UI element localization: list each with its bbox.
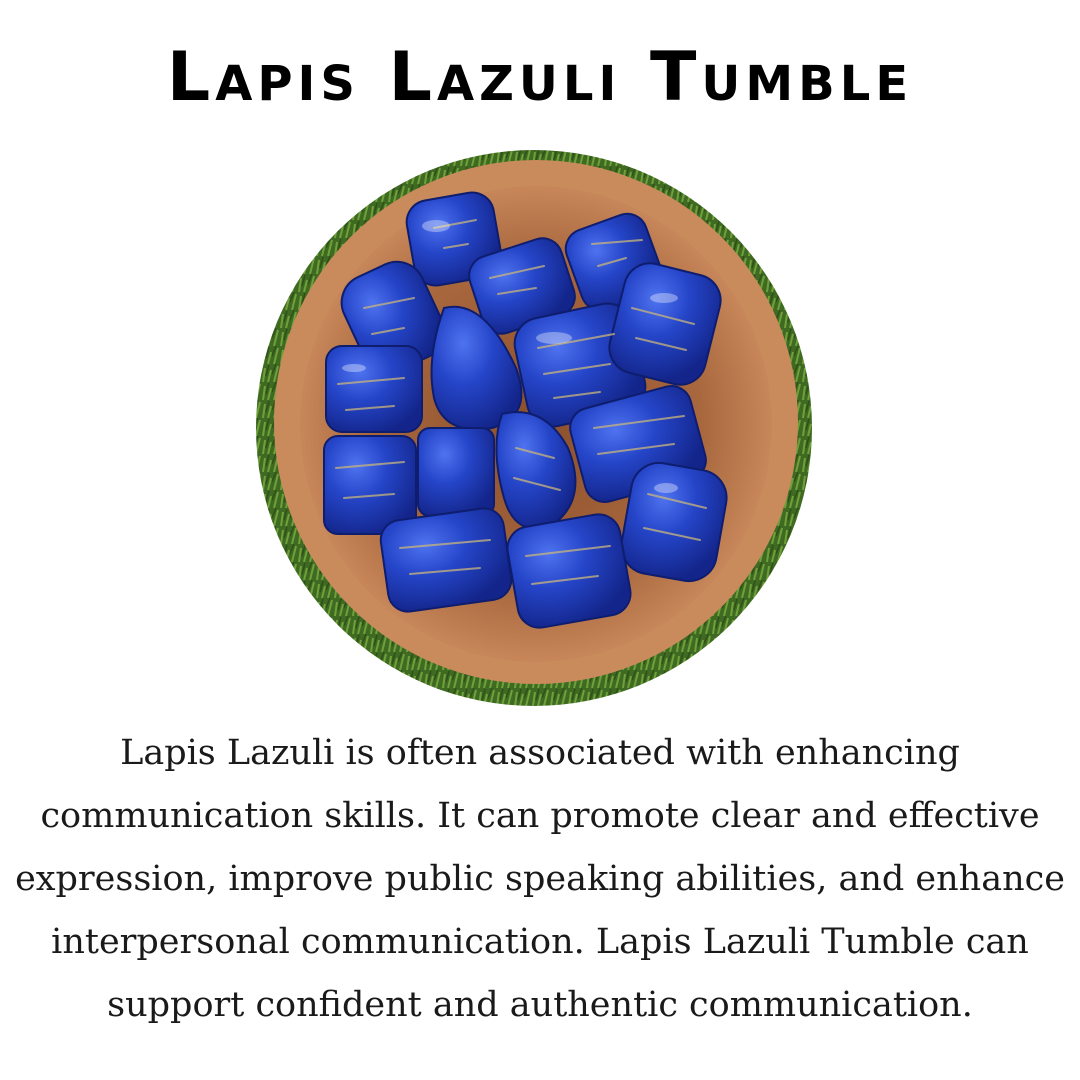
lapis-bowl-photo-icon [254,148,814,708]
product-photo [254,148,814,708]
page-title: Lapis Lazuli Tumble [166,38,914,117]
product-description: Lapis Lazuli is often associated with enhancing communication skills. It can promote clear and effective expression, improve public speaking abilities, and enhance interpersonal communication. Lapis Lazuli Tumble can support confident and authentic communication. [15,733,1065,1025]
